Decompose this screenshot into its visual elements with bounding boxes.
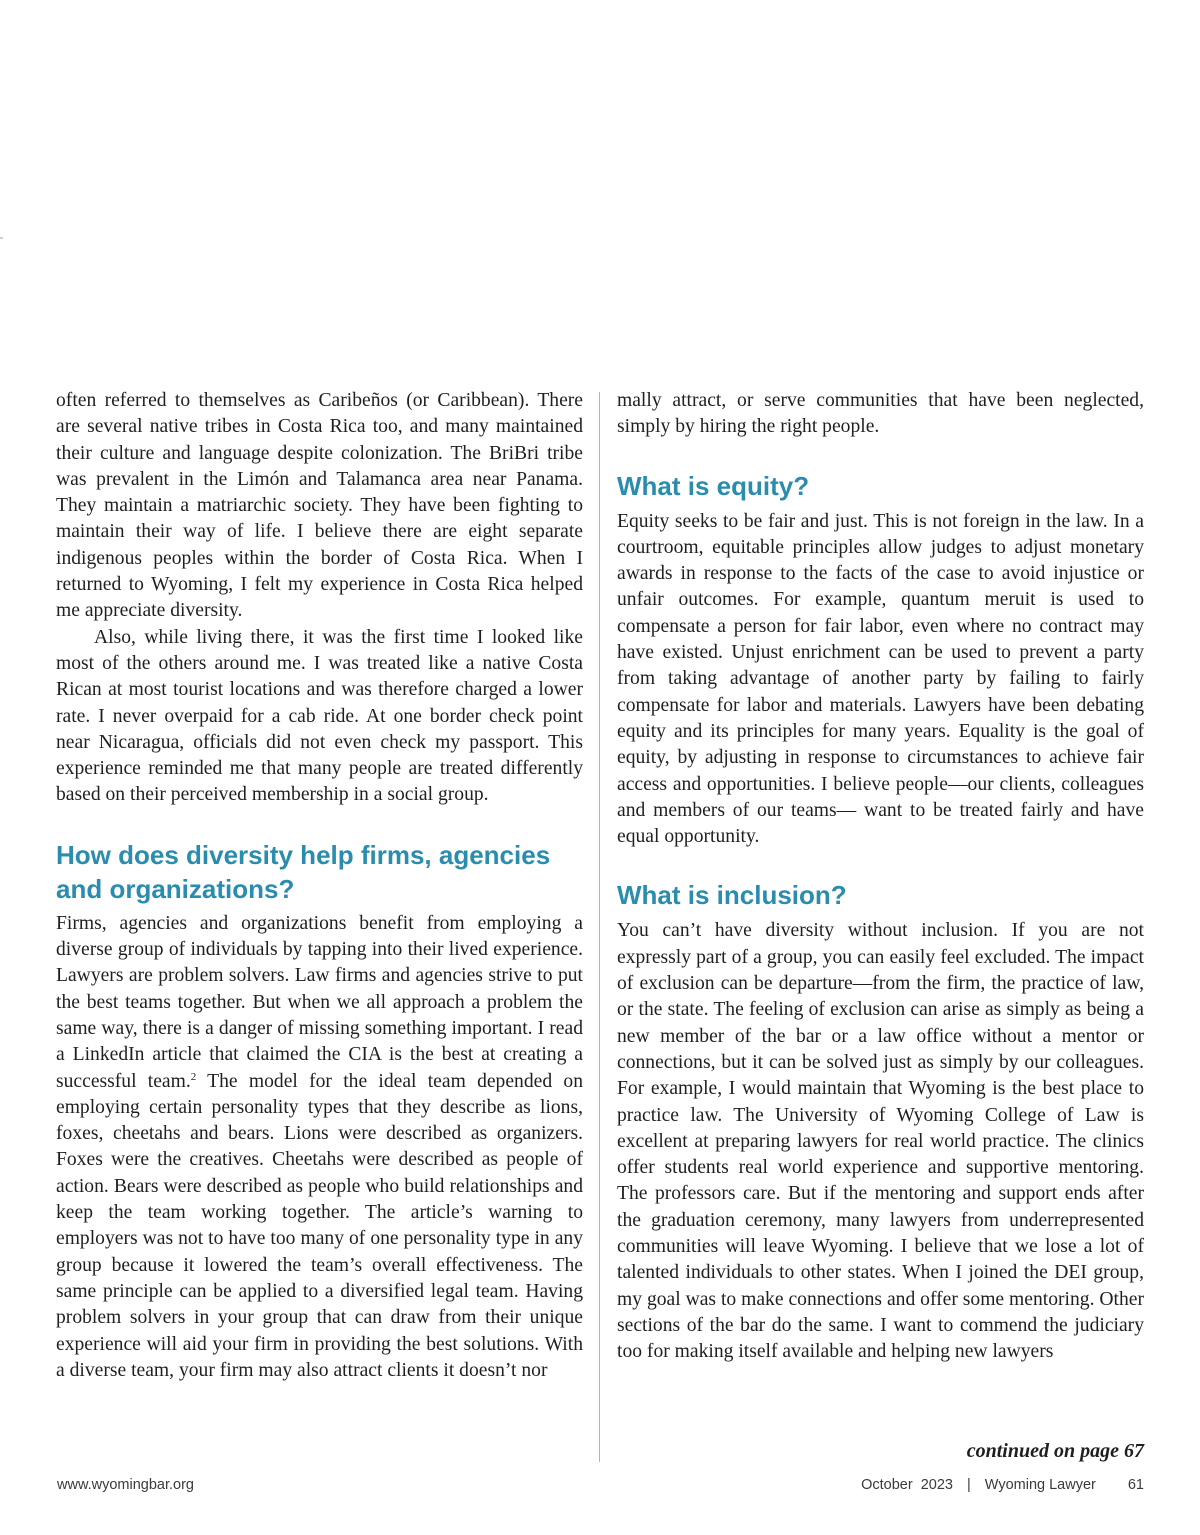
footer-info xyxy=(861,1477,1144,1493)
footer-date: October 2023 xyxy=(861,1477,953,1493)
equity-heading: What is equity? xyxy=(617,470,810,501)
left-paragraph-3 xyxy=(56,911,583,1384)
right-column xyxy=(617,388,1144,1366)
inclusion-heading: What is inclusion? xyxy=(617,880,847,911)
continued-note: continued on page 67 xyxy=(966,1440,1144,1462)
footer-page-number: 61 xyxy=(1127,1477,1144,1493)
column-divider xyxy=(599,392,600,1462)
inclusion-paragraph: You can’t have diversity without inclusion. If you are not expressly part of a group, you can easily feel excluded. The impact of exclusion can be departure—from the firm, the practice of law, or the state. The feeling of exclusion can arise as simply as being a new member of the bar or a law office without a mentor or connections, but it can be solved just as simply by our colleagues. For example, I would maintain that Wyoming is the best place to practice law. The University of Wyoming College of Law is excellent at preparing lawyers for real world practice. The clinics offer students real world experience and supportive mentoring. The professors care. But if the mentoring and support ends after the graduation ceremony, many lawyers from underrepresented communities will leave Wyoming. I believe that we lose a lot of talented individuals to other states. When I joined the DEI group, my goal was to make connections and offer some mentoring. Other sections of the bar do the same. I want to commend the judiciary too for making itself available and helping new lawyers xyxy=(617,920,1144,1363)
left-paragraph-2: Also, while living there, it was the first time I looked like most of the others around me. I was treated like a native Costa Rican at most tourist locations and was therefore charged a lower rate. I never overpaid for a cab ride. At one border check point near Nicaragua, officials did not even check my passport. This experience reminded me that many people are treated differently based on their perceived membership in a social group. xyxy=(56,626,583,806)
right-paragraph-1: mally attract, or serve communities that have been neglected, simply by hiring the right people. xyxy=(617,390,1144,438)
diversity-heading: How does diversity help firms, agencies and organizations? xyxy=(56,839,551,904)
equity-paragraph: Equity seeks to be fair and just. This is not foreign in the law. In a courtroom, equitable principles allow judges to adjust monetary awards in response to the facts of the case to avoid injustice or unfair outcomes. For example, quantum meruit is used to compensate a person for fair labor, even where no contract may have existed. Unjust enrichment can be used to prevent a party from taking advantage of another party by failing to fairly compensate for labor and materials. Lawyers have been debating equity and its principles for many years. Equality is the goal of equity, by adjusting in response to circumstances to achieve fair access and opportunities. I believe people—our clients, colleagues and members of our teams— want to be treated fairly and have equal opportunity. xyxy=(617,510,1144,848)
footer-publication: Wyoming Lawyer xyxy=(984,1477,1096,1493)
left-paragraph-3-part-2: The model for the ideal team depended on employing certain personality types that they describe as lions, foxes, cheetahs and bears. Lions were described as organizers. Foxes were the creatives. Cheetahs were described as people of action. Bears were described as people who build relationships and keep the team working together. The article’s warning to employers was not to have too many of one personality type in any group because it lowered the team’s overall effectiveness. The same principle can be applied to a diversified legal team. Having problem solvers in your group that can draw from their unique experience will aid your firm in providing the best solutions. With a diverse team, your firm may also attract clients it doesn’t nor xyxy=(56,1070,583,1381)
left-paragraph-3-part-1: Firms, agencies and organizations benefit from employing a diverse group of individuals by tapping into their lived experience. Lawyers are problem solvers. Law firms and agencies strive to put the best teams together. But when we all approach a problem the same way, there is a danger of missing something important. I read a LinkedIn article that claimed the CIA is the best at creating a successful team. xyxy=(56,912,583,1092)
footnote-reference: 2 xyxy=(190,1070,197,1083)
footer-website: www.wyomingbar.org xyxy=(57,1477,194,1493)
edge-mark xyxy=(0,237,3,239)
left-paragraph-1: often referred to themselves as Caribeños (or Caribbean). There are several native tribes in Costa Rica too, and many maintained their culture and language despite colonization. The BriBri tribe was prevalent in the Limón and Talamanca area near Panama. They maintain a matriarchic society. They have been fighting to maintain their way of life. I believe there are eight separate indigenous peoples within the border of Costa Rica. When I returned to Wyoming, I felt my experience in Costa Rica helped me appreciate diversity. xyxy=(56,390,583,622)
left-column xyxy=(56,388,583,1384)
footer-separator: | xyxy=(967,1477,971,1493)
